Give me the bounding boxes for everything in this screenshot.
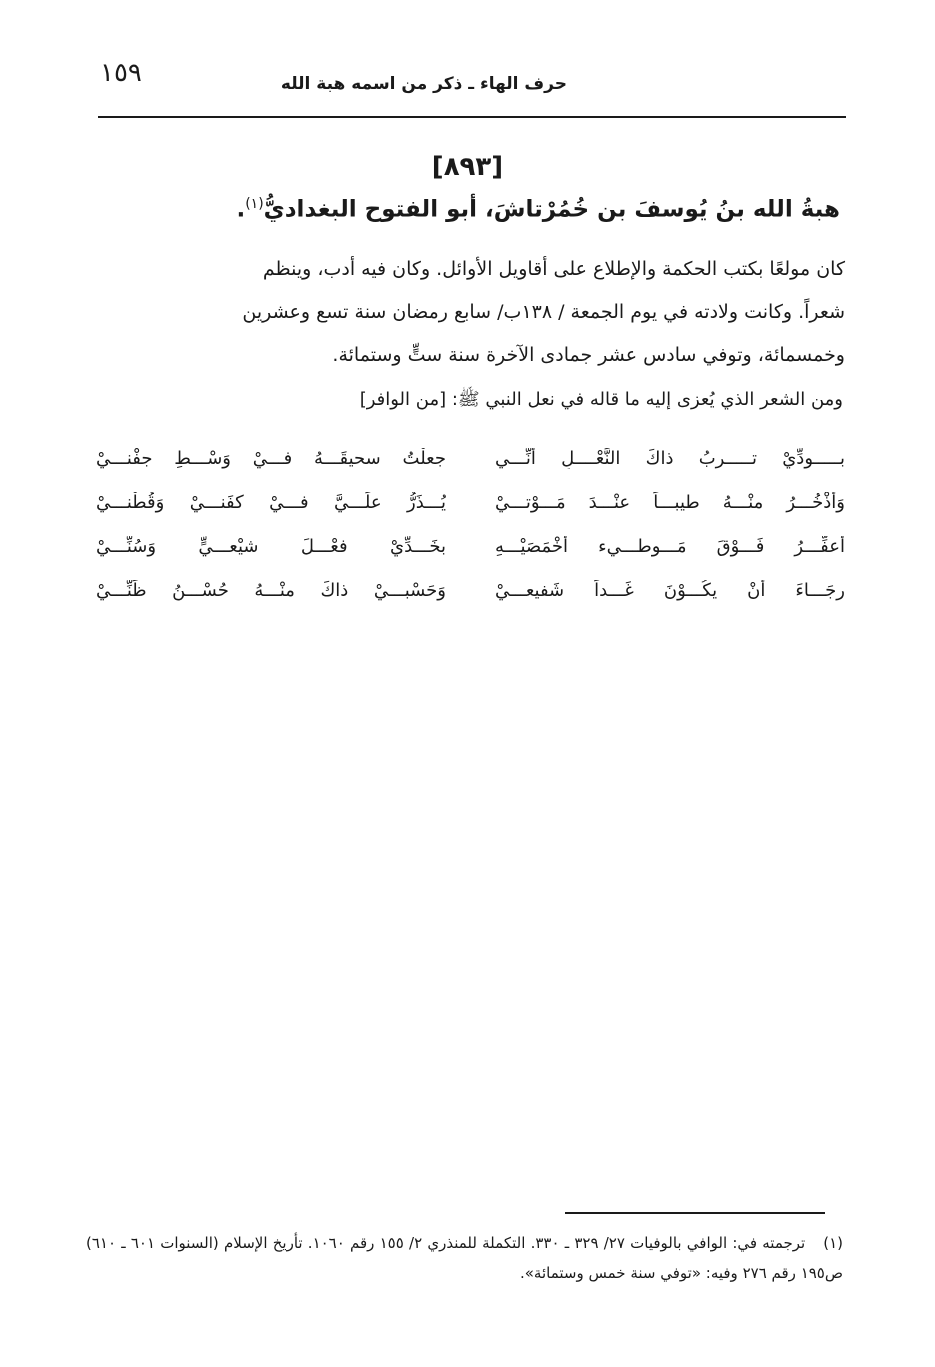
hemistich-first: بـــــودِّيْ تـــــربُ ذاكَ النَّعْــــلِ أنِّـــي: [495, 447, 845, 469]
verse-line: [96, 568, 845, 612]
biography-text: [96, 248, 845, 377]
hemistich-second: جعلْتُ سحيقَـــهُ فـــيْ وَسْـــطِ جفْنـــيْ: [96, 447, 446, 469]
entry-name-period: .: [236, 196, 246, 223]
entry-number: [٨٩٣]: [431, 152, 504, 182]
footnote: [86, 1228, 843, 1288]
verse-line: [96, 436, 845, 480]
footnote-marker: (١): [823, 1234, 844, 1252]
hemistich-second: يُـــذَرُّ علَـــيَّ فـــيْ كفَنـــيْ وَقُطْنـــيْ: [96, 491, 446, 513]
poem-intro: ومن الشعر الذي يُعزى إليه ما قاله في نعل النبي ﷺ: [من الوافر]: [359, 389, 843, 410]
hemistich-second: بخَـــدِّيْ فعْـــلَ شيْعـــيٍّ وَسُنِّـــيْ: [96, 535, 446, 557]
footnote-reference[interactable]: (١): [245, 196, 264, 212]
body-line: كان مولعًا بكتب الحكمة والإطلاع على أقاويل الأوائل. وكان فيه أدب، وينظم: [262, 258, 845, 280]
entry-heading: [236, 196, 840, 223]
header-rule: [98, 116, 846, 118]
verse-line: [96, 524, 845, 568]
entry-name: هبةُ الله بنُ يُوسفَ بن خُمُرْتاشَ، أبو الفتوح البغداديُّ: [263, 196, 840, 223]
hemistich-first: رجَـــاءَ أنْ يكُـــوْنَ غَـــداً شَفيعـــيْ: [495, 579, 845, 601]
hemistich-first: وَأذْخُـــرُ منْـــهُ طيبـــاً عنْـــدَ مَـــوْتـــيْ: [495, 491, 845, 513]
poem: [96, 436, 845, 612]
page-number: ١٥٩: [100, 58, 142, 88]
hemistich-second: وَحَسْبـــيْ ذاكَ منْـــهُ حُسْـــنُ ظَنِّـــيْ: [96, 579, 446, 601]
verse-line: [96, 480, 845, 524]
running-header: حرف الهاء ـ ذكر من اسمه هبة الله: [280, 74, 567, 94]
footnote-rule: [565, 1212, 825, 1214]
body-line: شعراً. وكانت ولادته في يوم الجمعة / ١٣٨ب/ سابع رمضان سنة تسع وعشرين: [242, 301, 845, 323]
body-line: وخمسمائة، وتوفي سادس عشر جمادى الآخرة سنة ستٍّ وستمائة.: [332, 344, 845, 366]
footnote-text: ترجمته في: الوافي بالوفيات ٢٧/ ٣٢٩ ـ ٣٣٠. التكملة للمنذري ٢/ ١٥٥ رقم ١٠٦٠. تأريخ الإسلام (السنوات ٦٠١ ـ ٦١٠) ص١٩٥ رقم ٢٧٦ وفيه: «توفي سنة خمس وستمائة».: [86, 1234, 843, 1282]
hemistich-first: أعفِّـــرُ فَـــوْقَ مَـــوطـــيء أخْمَصَيْـــهِ: [495, 535, 845, 557]
footnotes: [86, 1228, 843, 1288]
